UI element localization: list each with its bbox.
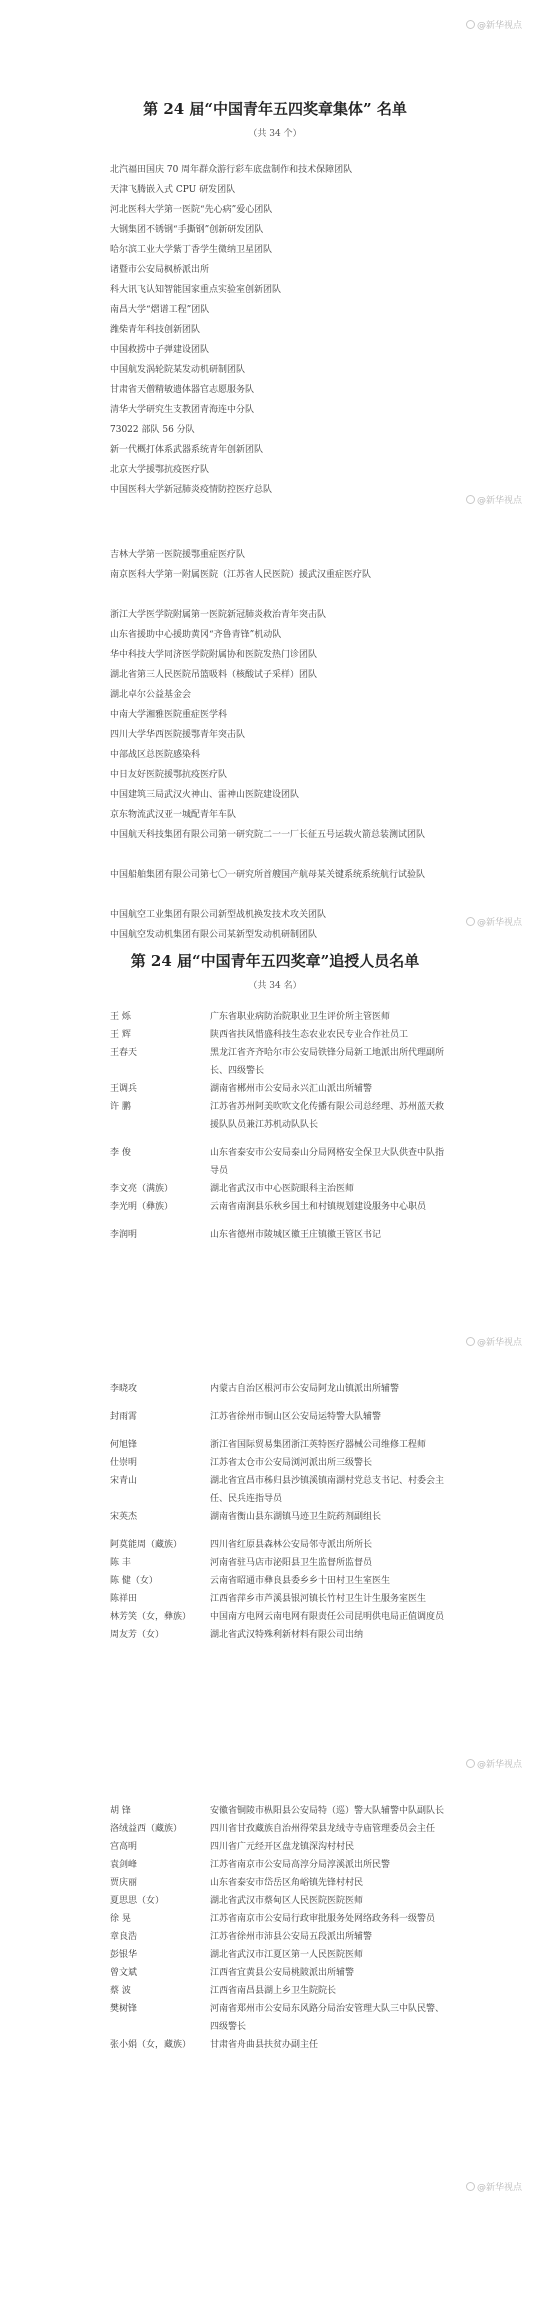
person-name: 陈 丰 [110, 1558, 131, 1568]
person-position: 云南省南涧县乐秋乡国土和村镇规划建设服务中心职员 [210, 1202, 427, 1212]
list-item: 中国救捞中子弹建设团队 [110, 345, 210, 355]
person-name: 封雨霄 [110, 1412, 138, 1422]
person-name: 彭银华 [110, 1950, 138, 1960]
list-item [110, 1856, 450, 1874]
person-position: 江西省宜黄县公安局桃陂派出所辅警 [210, 1968, 355, 1978]
person-position: 湖北省武汉市蔡甸区人民医院医院医师 [210, 1896, 364, 1906]
person-name: 徐 晃 [110, 1914, 131, 1924]
list-gap [110, 1526, 450, 1536]
person-name: 阿莫能周（藏族） [110, 1540, 183, 1550]
person-name: 宫高明 [110, 1842, 138, 1852]
list-gap [110, 1134, 450, 1144]
list-item: 中国航空发动机集团有限公司某新型发动机研制团队 [110, 930, 318, 940]
list-item [110, 1198, 450, 1216]
person-name: 何旭锋 [110, 1440, 138, 1450]
weibo-icon [466, 917, 475, 926]
posthumous-list-part-2 [110, 1380, 450, 1644]
list-item: 中国航天科技集团有限公司第一研究院二一一厂长征五号运载火箭总装测试团队 [110, 830, 426, 840]
person-position: 云南省昭通市彝良县委乡乡十田村卫生室医生 [210, 1576, 391, 1586]
person-name: 王 烁 [110, 1012, 131, 1022]
person-position: 浙江省国际贸易集团浙江英特医疗器械公司维修工程师 [210, 1440, 427, 1450]
list-item [110, 1508, 450, 1526]
person-name: 陈 健（女） [110, 1576, 158, 1586]
list-item: 浙江大学医学院附属第一医院新冠肺炎救治青年突击队 [110, 610, 327, 620]
list-item: 北京大学援鄂抗疫医疗队 [110, 465, 210, 475]
list-item [110, 1946, 450, 1964]
list-item [110, 1802, 450, 1820]
person-position: 江苏省南京市公安局高淳分局淳溪派出所民警 [210, 1860, 391, 1870]
person-name: 张小娟（女，藏族） [110, 2040, 192, 2050]
person-name: 李文亮（满族） [110, 1184, 174, 1194]
person-name: 陈祥田 [110, 1594, 138, 1604]
person-position: 湖北省武汉市江夏区第一人民医院医师 [210, 1950, 364, 1960]
person-name: 蔡 波 [110, 1986, 131, 1996]
posthumous-list-title: 第 24 届“中国青年五四奖章”追授人员名单 [130, 952, 420, 970]
list-item: 吉林大学第一医院援鄂重症医疗队 [110, 550, 246, 560]
list-item [110, 1144, 450, 1180]
list-item [110, 1928, 450, 1946]
list-item: 四川大学华西医院援鄂青年突击队 [110, 730, 246, 740]
list-item [110, 1608, 450, 1626]
list-item [110, 2000, 450, 2036]
person-position: 中国南方电网云南电网有限责任公司昆明供电局正值调度员 [210, 1612, 445, 1622]
weibo-icon [466, 495, 475, 504]
list-item [110, 1080, 450, 1098]
list-item: 天津飞腾嵌入式 CPU 研发团队 [110, 185, 236, 195]
list-item: 中国医科大学新冠肺炎疫情防控医疗总队 [110, 485, 273, 495]
list-item: 73022 部队 56 分队 [110, 425, 195, 435]
collective-list-part-1 [110, 160, 440, 500]
posthumous-list-part-1 [110, 1008, 450, 1244]
weibo-icon [466, 2182, 475, 2191]
person-name: 林芳笑（女，彝族） [110, 1612, 192, 1622]
list-item: 湖北卓尔公益基金会 [110, 690, 192, 700]
list-item: 大钢集团不锈钢“手撕钢”创新研发团队 [110, 225, 264, 235]
person-position: 湖北省武汉特殊利新材料有限公司出纳 [210, 1630, 364, 1640]
person-position: 安徽省铜陵市枞阳县公安局特（巡）警大队辅警中队副队长 [210, 1806, 445, 1816]
person-position: 黑龙江省齐齐哈尔市公安局铁锋分局新工地派出所代理副所长、四级警长 [210, 1048, 445, 1076]
list-item: 中国船舶集团有限公司第七〇一研究所首艘国产航母某关键系统系统航行试验队 [110, 870, 426, 880]
list-item [110, 1536, 450, 1554]
collective-list-title: 第 24 届“中国青年五四奖章集体” 名单 [143, 100, 407, 118]
list-item: 京东物流武汉亚一城配青年车队 [110, 810, 237, 820]
person-position: 广东省职业病防治院职业卫生评价所主管医师 [210, 1012, 391, 1022]
person-position: 陕西省扶风惜盛科技生态农业农民专业合作社员工 [210, 1030, 409, 1040]
person-position: 内蒙古自治区根河市公安局阿龙山镇派出所辅警 [210, 1384, 400, 1394]
person-position: 甘肃省舟曲县扶贫办副主任 [210, 2040, 319, 2050]
person-position: 江西省南昌县湖上乡卫生院院长 [210, 1986, 337, 1996]
person-position: 江苏省徐州市沛县公安局五段派出所辅警 [210, 1932, 373, 1942]
person-position: 山东省德州市陵城区徽王庄镇徽王管区书记 [210, 1230, 382, 1240]
person-name: 宋英杰 [110, 1512, 138, 1522]
person-position: 四川省甘孜藏族自治州得荣县龙绒寺寺庙管理委员会主任 [210, 1824, 436, 1834]
person-name: 李润明 [110, 1230, 138, 1240]
list-item [110, 1472, 450, 1508]
list-item [110, 1380, 450, 1398]
watermark: @新华视点 [466, 1757, 522, 1770]
list-item: 科大讯飞认知智能国家重点实验室创新团队 [110, 285, 282, 295]
list-item: 南京医科大学第一附属医院（江苏省人民医院）援武汉重症医疗队 [110, 570, 372, 580]
person-position: 江苏省太仓市公安局浏河派出所三级警长 [210, 1458, 373, 1468]
list-item [110, 1572, 450, 1590]
person-name: 李晓攻 [110, 1384, 138, 1394]
person-name: 洛绒益西（藏族） [110, 1824, 183, 1834]
list-item [110, 1838, 450, 1856]
person-name: 樊树锋 [110, 2004, 138, 2014]
watermark: @新华视点 [466, 493, 522, 506]
list-item: 南昌大学“熠谱工程”团队 [110, 305, 210, 315]
list-item: 中国航发涡轮院某发动机研制团队 [110, 365, 246, 375]
list-item: 清华大学研究生支教团青海连中分队 [110, 405, 255, 415]
list-item [110, 1626, 450, 1644]
list-item: 新一代概打体系武器系统青年创新团队 [110, 445, 264, 455]
list-item [110, 1590, 450, 1608]
weibo-icon [466, 20, 475, 29]
person-position: 江苏省苏州阿美吹吹文化传播有限公司总经理、苏州蓝天救援队队员兼江苏机动队队长 [210, 1102, 445, 1130]
list-gap [110, 1398, 450, 1408]
list-item [110, 1554, 450, 1572]
list-item [110, 1044, 450, 1080]
list-item [110, 1098, 450, 1134]
person-name: 王春天 [110, 1048, 138, 1058]
person-position: 湖北省宜昌市秭归县沙镇溪镇南湖村党总支书记、村委会主任、民兵连指导员 [210, 1476, 445, 1504]
person-position: 四川省广元经开区盘龙镇深沟村村民 [210, 1842, 355, 1852]
list-item [110, 1436, 450, 1454]
person-name: 许 鹏 [110, 1102, 131, 1112]
list-item: 诸暨市公安局枫桥派出所 [110, 265, 210, 275]
person-position: 江苏省徐州市铜山区公安局运特警大队辅警 [210, 1412, 382, 1422]
person-name: 贾庆丽 [110, 1878, 138, 1888]
list-item: 潍柴青年科技创新团队 [110, 325, 201, 335]
list-item: 山东省援助中心援助黄冈“齐鲁青锋”机动队 [110, 630, 282, 640]
person-name: 章良浩 [110, 1932, 138, 1942]
list-item [110, 1226, 450, 1244]
list-item [110, 1892, 450, 1910]
list-item [110, 1910, 450, 1928]
list-item [110, 1180, 450, 1198]
list-item: 甘肃省天僧精敏遗体器官志愿服务队 [110, 385, 255, 395]
list-item: 湖北省第三人民医院吊篮吸料（核酸试子采样）团队 [110, 670, 318, 680]
person-name: 李光明（彝族） [110, 1202, 174, 1212]
person-position: 湖北省武汉市中心医院眼科主治医师 [210, 1184, 355, 1194]
list-item [110, 1026, 450, 1044]
person-position: 河南省郑州市公安局东风路分局治安管理大队三中队民警、四级警长 [210, 2004, 445, 2032]
list-item [110, 1874, 450, 1892]
list-item [110, 2036, 450, 2054]
list-item [110, 1964, 450, 1982]
person-position: 湖南省郴州市公安局永兴汇山派出所辅警 [210, 1084, 373, 1094]
posthumous-count: （共 34 名） [248, 981, 302, 991]
list-item: 哈尔滨工业大学紫丁香学生微纳卫星团队 [110, 245, 273, 255]
list-item: 河北医科大学第一医院“先心病”爱心团队 [110, 205, 273, 215]
list-item: 中南大学湘雅医院重症医学科 [110, 710, 228, 720]
list-item [110, 1008, 450, 1026]
list-item [110, 1408, 450, 1426]
person-name: 周友芳（女） [110, 1630, 165, 1640]
list-item: 华中科技大学同济医学院附属协和医院发热门诊团队 [110, 650, 318, 660]
person-position: 湖南省衡山县东湖镇马迹卫生院药剂副组长 [210, 1512, 382, 1522]
list-item: 中日友好医院援鄂抗疫医疗队 [110, 770, 228, 780]
watermark: @新华视点 [466, 915, 522, 928]
weibo-icon [466, 1337, 475, 1346]
collective-count: （共 34 个） [248, 129, 302, 139]
watermark: @新华视点 [466, 1335, 522, 1348]
list-gap [110, 1426, 450, 1436]
watermark: @新华视点 [466, 2180, 522, 2193]
list-item: 中国建筑三局武汉火神山、雷神山医院建设团队 [110, 790, 300, 800]
person-name: 宋青山 [110, 1476, 138, 1486]
person-position: 山东省泰安市岱岳区角峪镇先锋村村民 [210, 1878, 364, 1888]
person-position: 山东省泰安市公安局泰山分局网格安全保卫大队供查中队指导员 [210, 1148, 445, 1176]
person-position: 江苏省南京市公安局行政审批服务处网络政务科一级警员 [210, 1914, 436, 1924]
collective-list-part-2 [110, 545, 440, 945]
person-position: 江西省萍乡市芦溪县银河镇长竹村卫生计生服务室医生 [210, 1594, 427, 1604]
person-name: 仕崇明 [110, 1458, 138, 1468]
person-name: 夏思思（女） [110, 1896, 165, 1906]
weibo-icon [466, 1759, 475, 1768]
list-item [110, 1820, 450, 1838]
person-position: 河南省驻马店市泌阳县卫生监督所监督员 [210, 1558, 373, 1568]
list-item: 中部战区总医院感染科 [110, 750, 201, 760]
person-name: 曾文斌 [110, 1968, 138, 1978]
person-name: 王调兵 [110, 1084, 138, 1094]
list-gap [110, 1216, 450, 1226]
list-item: 北汽福田国庆 70 周年群众游行彩车底盘制作和技术保障团队 [110, 165, 353, 175]
person-name: 胡 锋 [110, 1806, 131, 1816]
list-item [110, 1454, 450, 1472]
person-name: 袁剑峰 [110, 1860, 138, 1870]
person-name: 李 俊 [110, 1148, 131, 1158]
list-item: 中国航空工业集团有限公司新型战机换发技术攻关团队 [110, 910, 327, 920]
posthumous-list-part-3 [110, 1802, 450, 2054]
watermark: @新华视点 [466, 18, 522, 31]
list-item [110, 1982, 450, 2000]
person-name: 王 辉 [110, 1030, 131, 1040]
person-position: 四川省红原县森林公安局邻寺派出所所长 [210, 1540, 373, 1550]
